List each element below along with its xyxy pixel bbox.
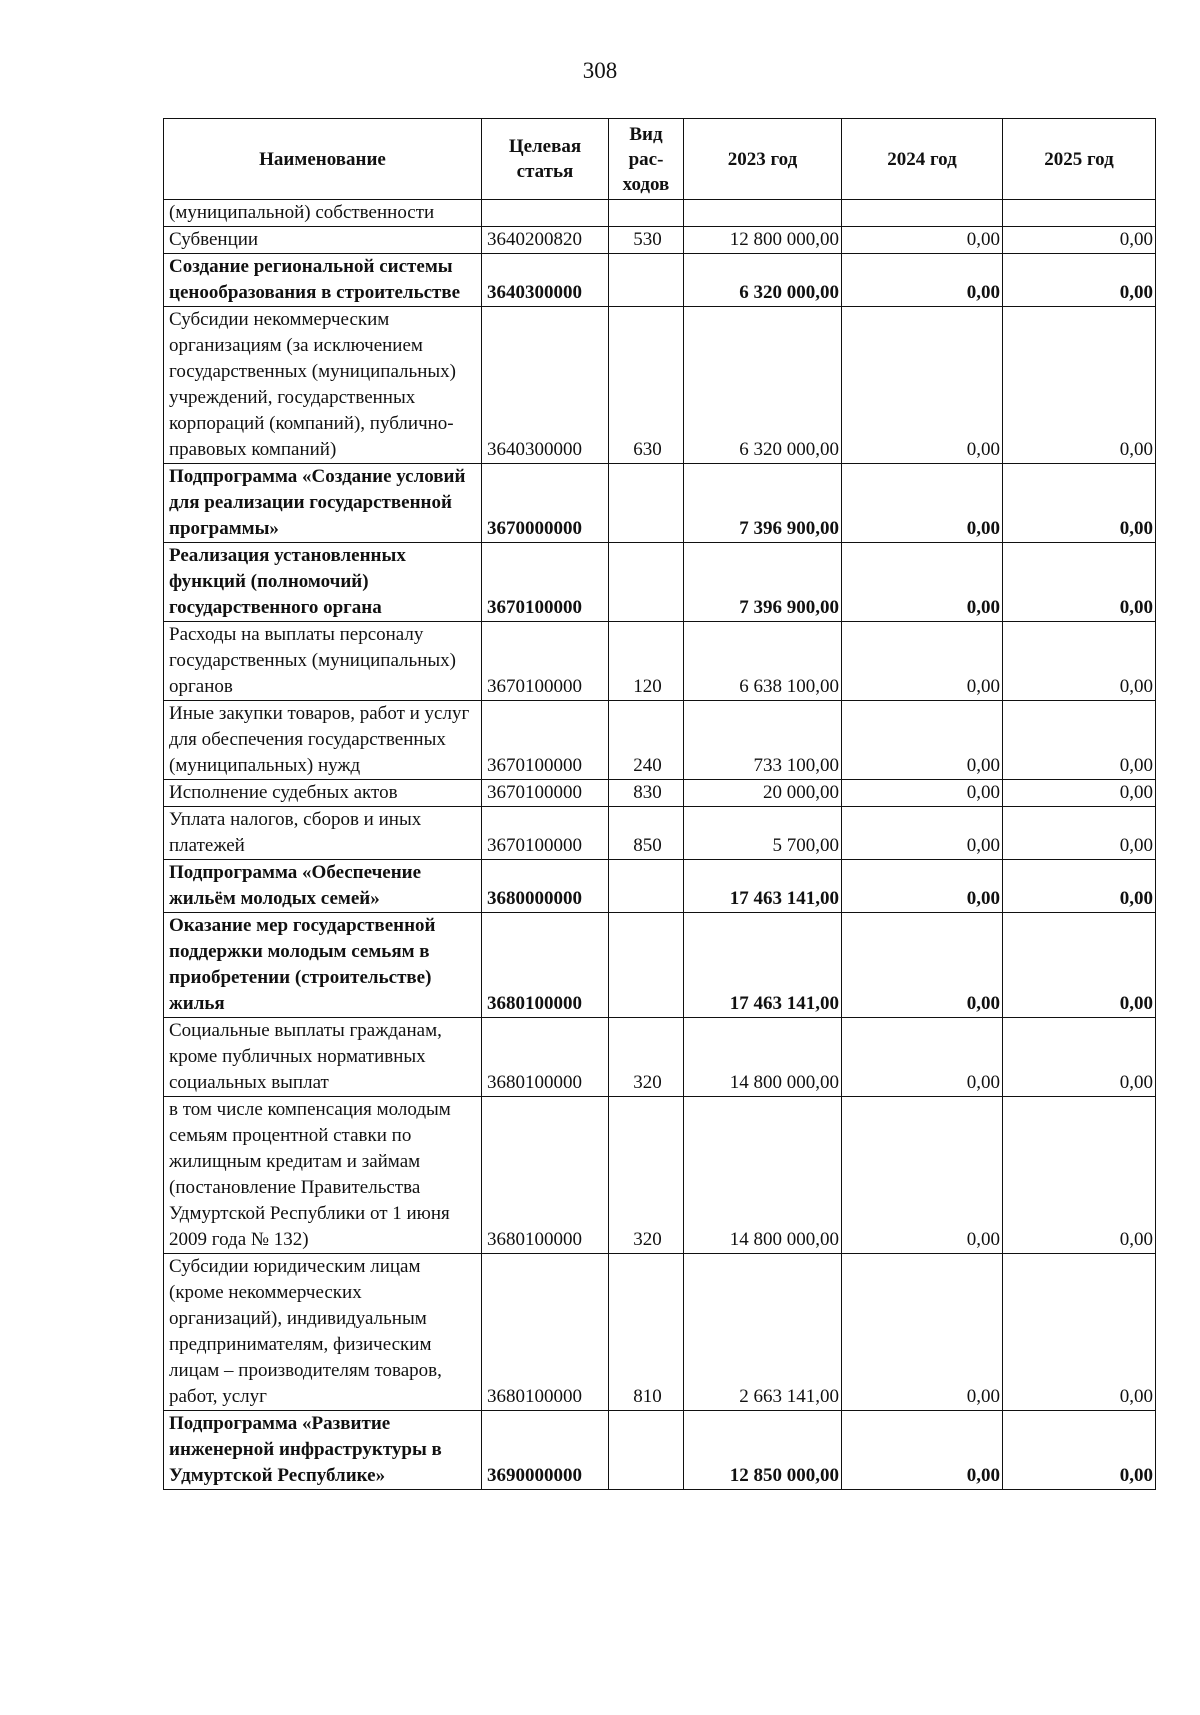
cell-2025: 0,00 xyxy=(1003,860,1156,913)
table-row xyxy=(164,543,1156,622)
column-header-2025: 2025 год xyxy=(1003,119,1156,200)
column-header-2023: 2023 год xyxy=(684,119,842,200)
cell-name: Субвенции xyxy=(164,227,482,254)
cell-name: Реализация установленных функций (полномочий) государственного органа xyxy=(164,543,482,622)
cell-target-code: 3670100000 xyxy=(482,622,609,701)
cell-expense-kind xyxy=(609,200,684,227)
column-header-target: Целевая статья xyxy=(482,119,609,200)
cell-name: Уплата налогов, сборов и иных платежей xyxy=(164,807,482,860)
cell-2023: 2 663 141,00 xyxy=(684,1254,842,1411)
table-row xyxy=(164,464,1156,543)
cell-2024: 0,00 xyxy=(842,1097,1003,1254)
cell-expense-kind: 320 xyxy=(609,1018,684,1097)
cell-target-code: 3640200820 xyxy=(482,227,609,254)
table-row xyxy=(164,913,1156,1018)
cell-name: Создание региональной системы ценообразования в строительстве xyxy=(164,254,482,307)
cell-2023: 6 320 000,00 xyxy=(684,307,842,464)
cell-expense-kind: 120 xyxy=(609,622,684,701)
cell-2023: 12 850 000,00 xyxy=(684,1411,842,1490)
column-header-kind: Вид рас-ходов xyxy=(609,119,684,200)
cell-2023: 6 320 000,00 xyxy=(684,254,842,307)
cell-name: в том числе компенсация молодым семьям процентной ставки по жилищным кредитам и займам (постановление Правительства Удмуртской Республики от 1 июня 2009 года № 132) xyxy=(164,1097,482,1254)
table-row xyxy=(164,307,1156,464)
cell-2025: 0,00 xyxy=(1003,543,1156,622)
cell-2023 xyxy=(684,200,842,227)
cell-2024: 0,00 xyxy=(842,1411,1003,1490)
cell-expense-kind: 810 xyxy=(609,1254,684,1411)
cell-2024: 0,00 xyxy=(842,543,1003,622)
cell-name: Иные закупки товаров, работ и услуг для обеспечения государственных (муниципальных) нужд xyxy=(164,701,482,780)
cell-target-code: 3670100000 xyxy=(482,807,609,860)
cell-2025: 0,00 xyxy=(1003,254,1156,307)
cell-2024: 0,00 xyxy=(842,227,1003,254)
cell-2024: 0,00 xyxy=(842,1254,1003,1411)
cell-2025: 0,00 xyxy=(1003,807,1156,860)
cell-2025: 0,00 xyxy=(1003,464,1156,543)
cell-2025: 0,00 xyxy=(1003,1411,1156,1490)
cell-expense-kind xyxy=(609,860,684,913)
table-row xyxy=(164,254,1156,307)
table-row xyxy=(164,780,1156,807)
cell-name: Подпрограмма «Развитие инженерной инфраструктуры в Удмуртской Республике» xyxy=(164,1411,482,1490)
table-row xyxy=(164,1097,1156,1254)
cell-2025: 0,00 xyxy=(1003,622,1156,701)
cell-expense-kind xyxy=(609,254,684,307)
cell-2025: 0,00 xyxy=(1003,913,1156,1018)
budget-table xyxy=(163,118,1156,1490)
cell-2024: 0,00 xyxy=(842,913,1003,1018)
cell-target-code: 3670100000 xyxy=(482,780,609,807)
table-row xyxy=(164,200,1156,227)
table-row xyxy=(164,227,1156,254)
cell-expense-kind xyxy=(609,464,684,543)
table-row xyxy=(164,860,1156,913)
cell-target-code: 3690000000 xyxy=(482,1411,609,1490)
cell-2024: 0,00 xyxy=(842,807,1003,860)
cell-2025: 0,00 xyxy=(1003,780,1156,807)
cell-2025: 0,00 xyxy=(1003,1018,1156,1097)
cell-2024: 0,00 xyxy=(842,780,1003,807)
cell-target-code: 3680100000 xyxy=(482,1097,609,1254)
cell-2025: 0,00 xyxy=(1003,227,1156,254)
cell-target-code xyxy=(482,200,609,227)
cell-expense-kind: 630 xyxy=(609,307,684,464)
cell-2024: 0,00 xyxy=(842,464,1003,543)
cell-name: Оказание мер государственной поддержки молодым семьям в приобретении (строительстве) жилья xyxy=(164,913,482,1018)
table-header-row xyxy=(164,119,1156,200)
cell-2023: 733 100,00 xyxy=(684,701,842,780)
column-header-name: Наименование xyxy=(164,119,482,200)
cell-expense-kind xyxy=(609,1411,684,1490)
cell-2024: 0,00 xyxy=(842,254,1003,307)
cell-2024: 0,00 xyxy=(842,701,1003,780)
cell-2025: 0,00 xyxy=(1003,1254,1156,1411)
cell-target-code: 3680100000 xyxy=(482,913,609,1018)
cell-2024: 0,00 xyxy=(842,622,1003,701)
cell-2023: 14 800 000,00 xyxy=(684,1097,842,1254)
cell-2024: 0,00 xyxy=(842,860,1003,913)
table-row xyxy=(164,1411,1156,1490)
cell-name: Расходы на выплаты персоналу государственных (муниципальных) органов xyxy=(164,622,482,701)
cell-expense-kind: 240 xyxy=(609,701,684,780)
table-body xyxy=(164,200,1156,1490)
cell-name: Субсидии юридическим лицам (кроме некоммерческих организаций), индивидуальным предпринимателям, физическим лицам – производителям товаров, работ, услуг xyxy=(164,1254,482,1411)
cell-name: Социальные выплаты гражданам, кроме публичных нормативных социальных выплат xyxy=(164,1018,482,1097)
cell-2023: 5 700,00 xyxy=(684,807,842,860)
cell-2023: 7 396 900,00 xyxy=(684,464,842,543)
column-header-2024: 2024 год xyxy=(842,119,1003,200)
cell-2025: 0,00 xyxy=(1003,307,1156,464)
cell-2023: 7 396 900,00 xyxy=(684,543,842,622)
cell-2024 xyxy=(842,200,1003,227)
cell-2023: 14 800 000,00 xyxy=(684,1018,842,1097)
cell-expense-kind: 830 xyxy=(609,780,684,807)
table-row xyxy=(164,622,1156,701)
cell-expense-kind xyxy=(609,913,684,1018)
cell-2025 xyxy=(1003,200,1156,227)
cell-name: Подпрограмма «Создание условий для реализации государственной программы» xyxy=(164,464,482,543)
cell-target-code: 3640300000 xyxy=(482,254,609,307)
cell-target-code: 3670100000 xyxy=(482,543,609,622)
cell-name: Исполнение судебных актов xyxy=(164,780,482,807)
cell-2023: 12 800 000,00 xyxy=(684,227,842,254)
cell-expense-kind: 530 xyxy=(609,227,684,254)
cell-target-code: 3670000000 xyxy=(482,464,609,543)
cell-2024: 0,00 xyxy=(842,1018,1003,1097)
page-number: 308 xyxy=(582,58,618,83)
cell-2023: 17 463 141,00 xyxy=(684,913,842,1018)
cell-expense-kind: 320 xyxy=(609,1097,684,1254)
cell-2023: 20 000,00 xyxy=(684,780,842,807)
cell-expense-kind xyxy=(609,543,684,622)
cell-name: Подпрограмма «Обеспечение жильём молодых семей» xyxy=(164,860,482,913)
cell-target-code: 3680100000 xyxy=(482,1018,609,1097)
cell-expense-kind: 850 xyxy=(609,807,684,860)
cell-target-code: 3680100000 xyxy=(482,1254,609,1411)
cell-target-code: 3680000000 xyxy=(482,860,609,913)
cell-2023: 6 638 100,00 xyxy=(684,622,842,701)
cell-target-code: 3670100000 xyxy=(482,701,609,780)
cell-2025: 0,00 xyxy=(1003,701,1156,780)
cell-2024: 0,00 xyxy=(842,307,1003,464)
table-row xyxy=(164,807,1156,860)
cell-2025: 0,00 xyxy=(1003,1097,1156,1254)
cell-name: Субсидии некоммерческим организациям (за исключением государственных (муниципальных) учреждений, государственных корпораций (компаний), публично-правовых компаний) xyxy=(164,307,482,464)
cell-name: (муниципальной) собственности xyxy=(164,200,482,227)
table-row xyxy=(164,1018,1156,1097)
cell-2023: 17 463 141,00 xyxy=(684,860,842,913)
table-row xyxy=(164,1254,1156,1411)
table-row xyxy=(164,701,1156,780)
cell-target-code: 3640300000 xyxy=(482,307,609,464)
